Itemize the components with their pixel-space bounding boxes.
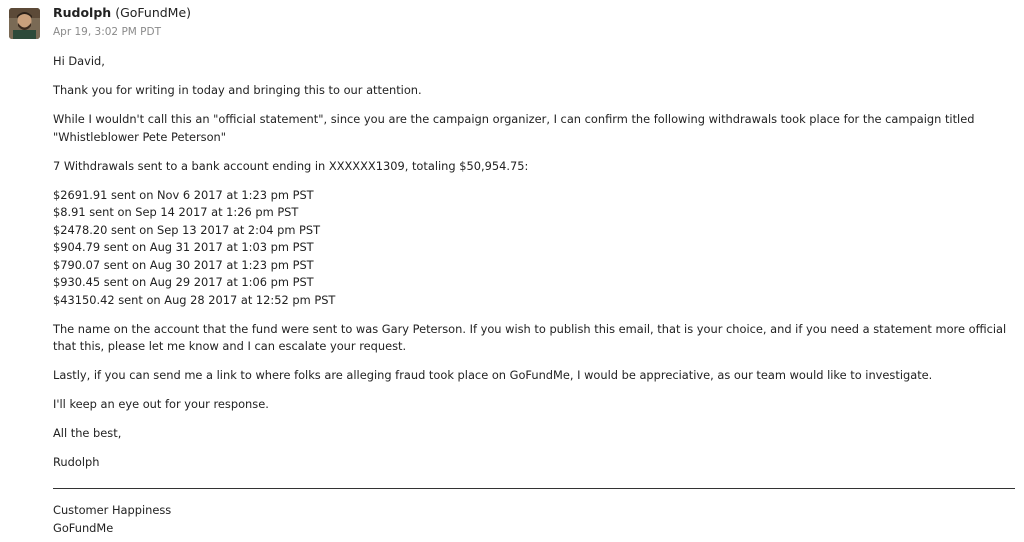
signature-team: Customer Happiness [53,503,172,517]
withdrawal-item: $43150.42 sent on Aug 28 2017 at 12:52 pm PST [53,292,336,307]
paragraph-statement: While I wouldn't call this an "official statement", since you are the campaign organizer, I can confirm the following withdrawals took place for the campaign titled "Whistleblower Pete Peterson" [53,112,975,144]
paragraph-account-name: The name on the account that the fund were sent to was Gary Peterson. If you wish to publish this email, that is your choice, and if you need a statement more official that this, please let me know and I can escalate your request. [53,321,1007,353]
user-avatar-icon [9,8,40,39]
signature-block [53,502,171,537]
message-timestamp: Apr 19, 3:02 PM PDT [53,26,162,38]
greeting: Hi David, [53,54,105,68]
closing: All the best, [53,426,122,440]
signature-divider [53,488,1015,489]
paragraph-thanks: Thank you for writing in today and bringing this to our attention. [53,83,422,97]
withdrawal-item: $930.45 sent on Aug 29 2017 at 1:06 pm PST [53,275,314,289]
withdrawal-item: $8.91 sent on Sep 14 2017 at 1:26 pm PST [53,205,299,219]
paragraph-lastly: Lastly, if you can send me a link to where folks are alleging fraud took place on GoFundMe, I would be appreciative, as our team would like to investigate. [53,368,933,382]
paragraph-keep-eye: I'll keep an eye out for your response. [53,397,269,411]
withdrawal-item: $2691.91 sent on Nov 6 2017 at 1:23 pm PST [53,187,314,202]
sender-name[interactable]: Rudolph [53,5,112,20]
withdrawal-item: $2478.20 sent on Sep 13 2017 at 2:04 pm PST [53,222,321,237]
withdrawal-list [53,187,1015,310]
withdrawal-item: $904.79 sent on Aug 31 2017 at 1:03 pm PST [53,240,314,254]
sign-name: Rudolph [53,455,100,469]
signature-company: GoFundMe [53,520,114,535]
paragraph-summary: 7 Withdrawals sent to a bank account ending in XXXXXX1309, totaling $50,954.75: [53,158,529,173]
withdrawal-item: $790.07 sent on Aug 30 2017 at 1:23 pm PST [53,257,314,272]
avatar[interactable] [9,8,40,39]
message-body [53,53,1015,483]
sender-line [53,5,191,21]
sender-org: (GoFundMe) [115,5,192,20]
